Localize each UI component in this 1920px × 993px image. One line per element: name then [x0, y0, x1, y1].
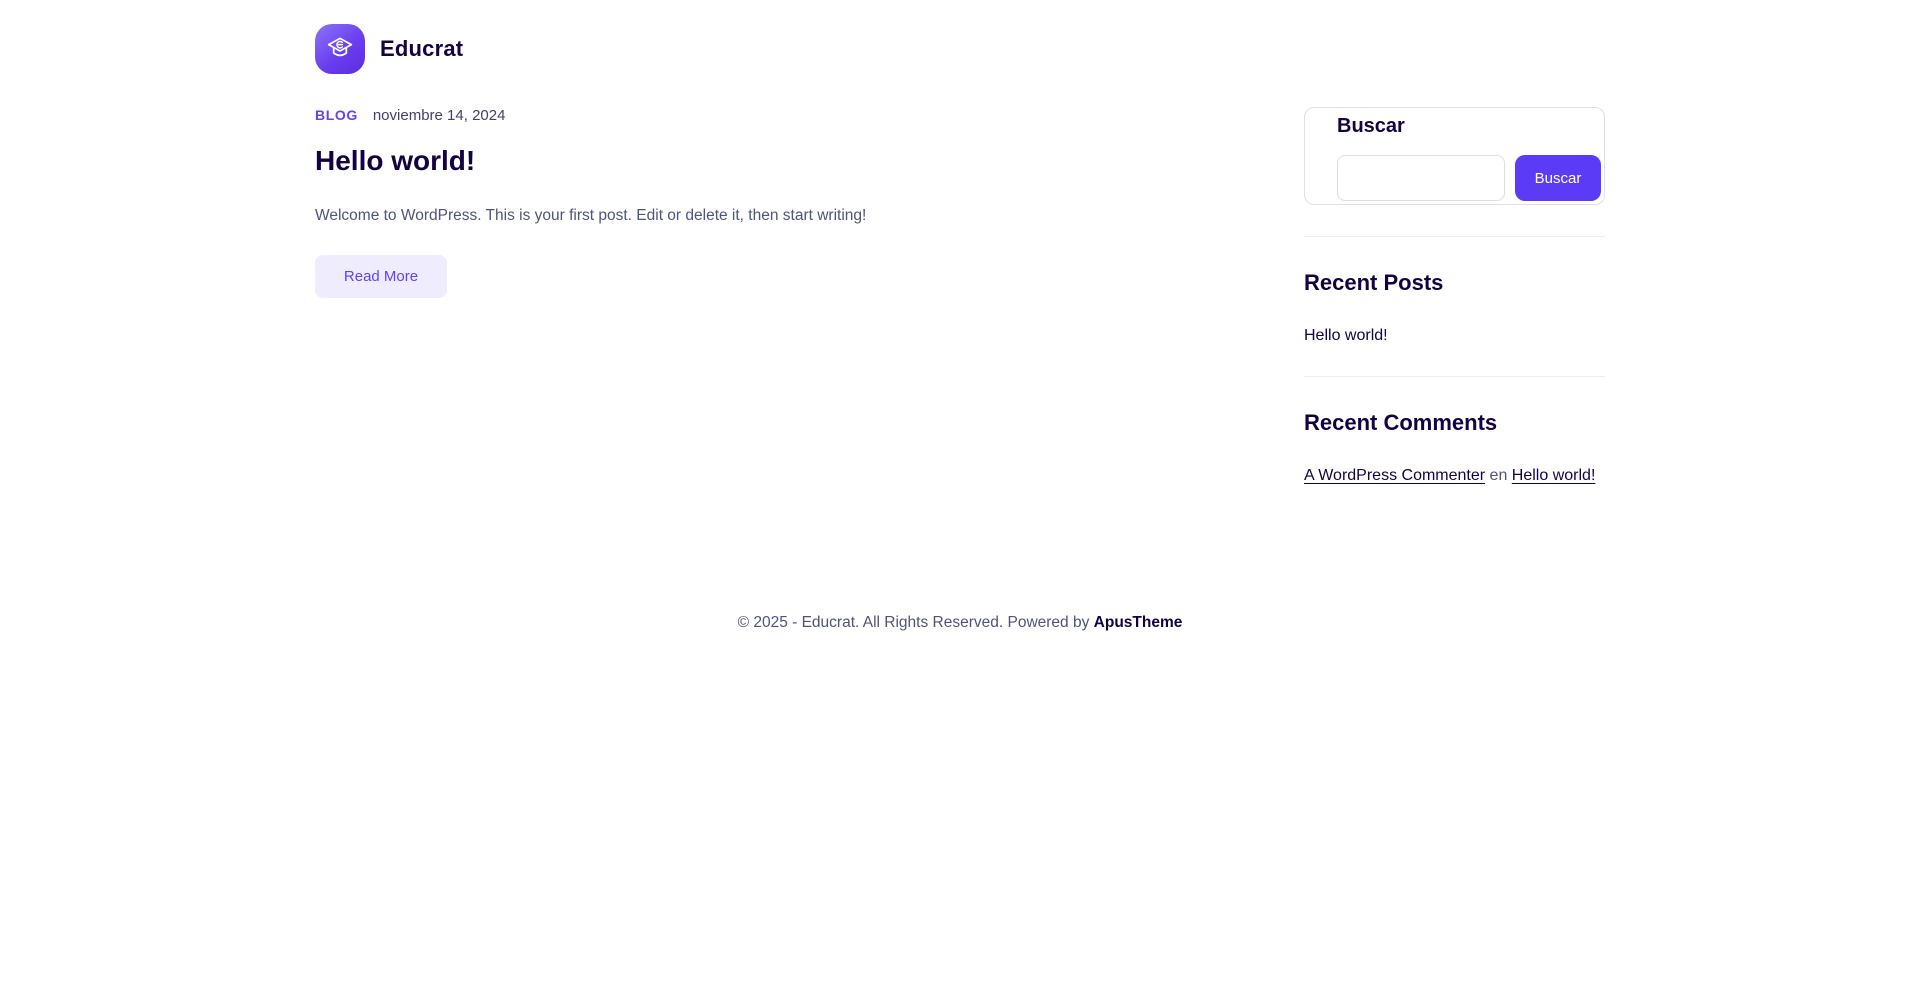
post-meta	[315, 107, 1244, 124]
post-category-link[interactable]: BLOG	[315, 107, 358, 123]
graduation-cap-icon	[315, 24, 365, 74]
post-title	[315, 144, 1244, 178]
copyright-label: © 2025 - Educrat. All Rights Reserved. Powered by	[737, 614, 1090, 631]
site-footer	[0, 614, 1920, 672]
theme-link[interactable]: ApusTheme	[1093, 614, 1183, 631]
comment-post-link[interactable]: Hello world!	[1511, 467, 1596, 484]
copyright-text	[0, 614, 1920, 632]
post-teaser	[315, 107, 1244, 298]
comment-author-link[interactable]: A WordPress Commenter	[1304, 467, 1486, 484]
search-widget-title: Buscar	[1337, 115, 1405, 137]
comment-connector: en	[1489, 467, 1508, 484]
brand-name: Educrat	[380, 36, 464, 61]
search-submit-button[interactable]: Buscar	[1515, 155, 1601, 201]
recent-post-link[interactable]: Hello world!	[1304, 327, 1388, 344]
recent-comments-title: Recent Comments	[1304, 410, 1498, 435]
main-content	[315, 107, 1605, 485]
search-form	[1337, 155, 1601, 201]
post-list	[315, 107, 1304, 298]
recent-posts-title: Recent Posts	[1304, 270, 1444, 295]
sidebar-divider	[1304, 236, 1605, 237]
search-input[interactable]	[1337, 155, 1505, 201]
post-excerpt: Welcome to WordPress. This is your first post. Edit or delete it, then start writing!	[315, 206, 867, 224]
recent-comments-list	[1304, 467, 1605, 485]
site-header	[315, 0, 1605, 74]
recent-posts-widget	[1304, 270, 1605, 345]
list-item	[1304, 467, 1605, 485]
recent-posts-list	[1304, 327, 1605, 345]
sidebar	[1304, 107, 1605, 485]
sidebar-divider	[1304, 376, 1605, 377]
post-title-link[interactable]: Hello world!	[315, 145, 476, 176]
read-more-button[interactable]: Read More	[315, 255, 447, 298]
search-widget	[1304, 107, 1605, 205]
post-date: noviembre 14, 2024	[372, 107, 506, 124]
list-item	[1304, 327, 1605, 345]
recent-comments-widget	[1304, 410, 1605, 485]
site-logo[interactable]	[315, 24, 463, 74]
